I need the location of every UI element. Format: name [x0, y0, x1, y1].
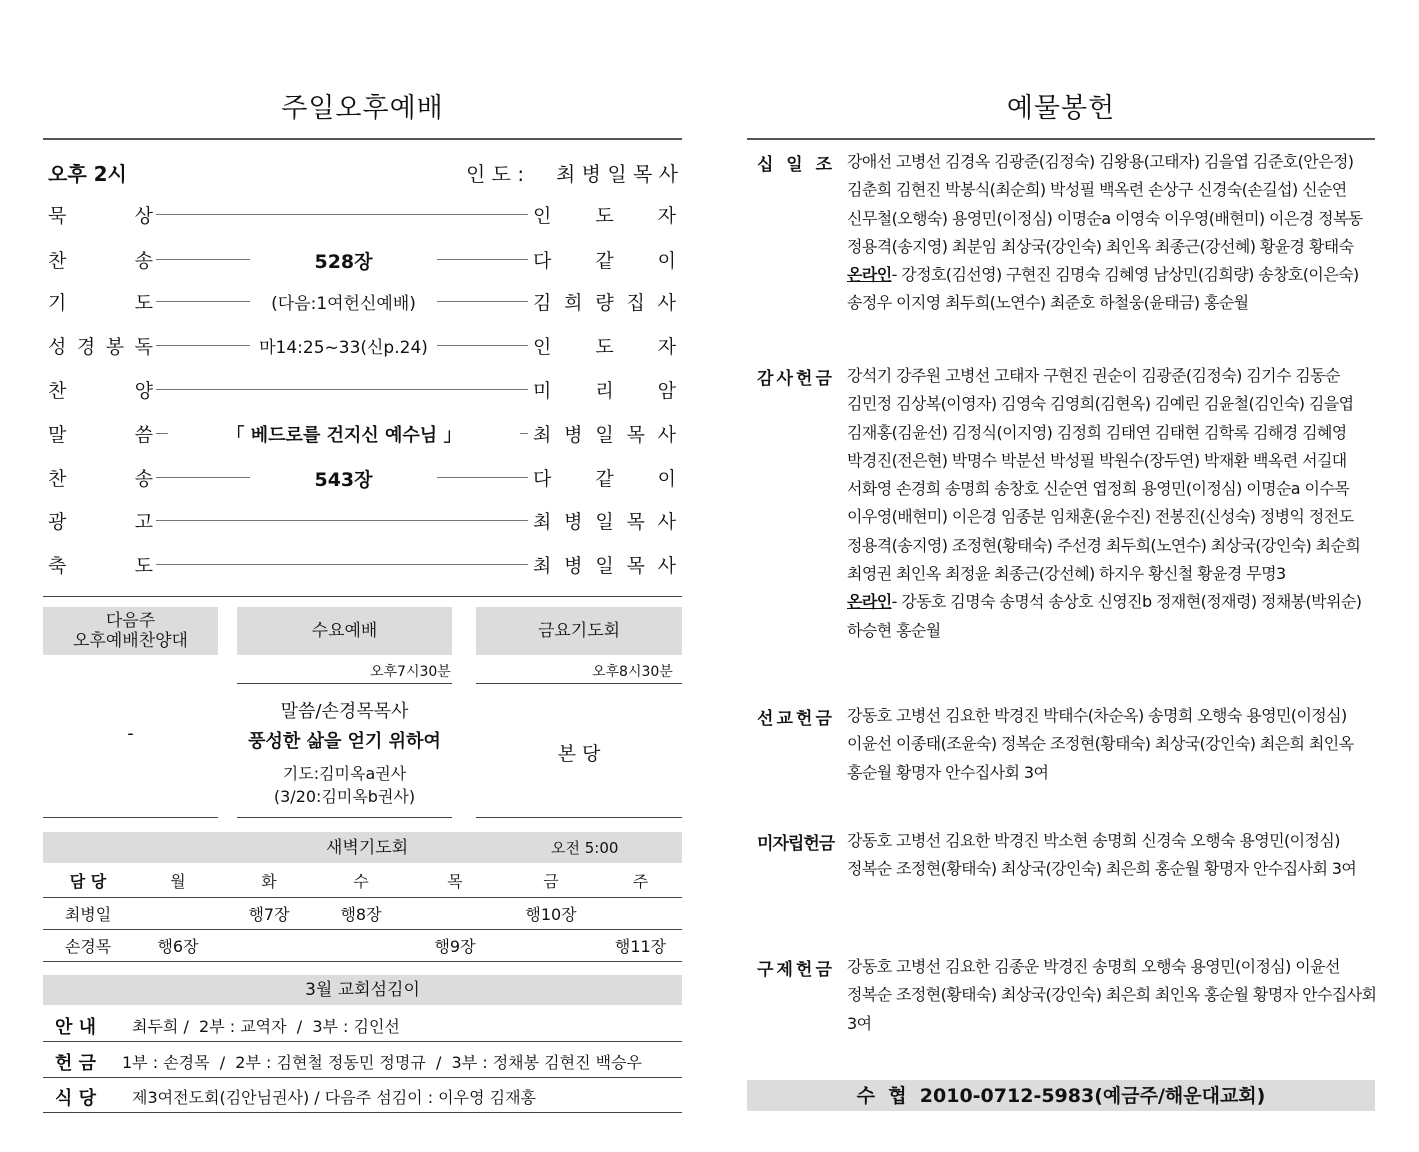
- column-header: 주: [632, 872, 649, 892]
- table-cell: 최병일: [64, 904, 112, 924]
- offering-category-char: 사: [776, 369, 793, 389]
- service-duty-header: 3월 교회섬김이: [43, 975, 682, 1005]
- worship-item-leader-char: 병: [564, 424, 583, 446]
- table-cell: 행11장: [614, 936, 667, 956]
- worship-item-leader: [533, 507, 676, 534]
- worship-item-leader-char: 최: [533, 555, 552, 577]
- divider: [43, 1112, 682, 1113]
- worship-item-leader-char: 목: [626, 555, 645, 577]
- worship-item-leader-char: 도: [595, 336, 614, 358]
- worship-item-leader-char: 희: [564, 292, 583, 314]
- duty-value: 최두희 / 2부 : 교역자 / 3부 : 김인선: [132, 1017, 400, 1036]
- choir-value: -: [127, 723, 134, 744]
- worship-item-leader-char: 김: [533, 292, 552, 314]
- dawn-schedule-table: [43, 865, 682, 962]
- divider: [237, 817, 452, 818]
- worship-item-name: [48, 332, 153, 359]
- service-time: 오후 2시: [48, 162, 127, 186]
- offering-category-char: 자: [772, 834, 788, 854]
- offering-category-char: 헌: [803, 834, 819, 854]
- worship-item-leader-char: 사: [657, 424, 676, 446]
- offering-names-line: 강동호 고병선 김요한 김종운 박경진 송명희 오행숙 용영민(이정심) 이윤선: [847, 957, 1340, 976]
- worship-item-leader-char: 자: [657, 336, 676, 358]
- worship-item-leader-char: 목: [626, 511, 645, 533]
- worship-item-leader: [533, 551, 676, 578]
- leader-dots-line: [156, 520, 528, 521]
- worship-item-leader-char: 최: [533, 511, 552, 533]
- worship-item-leader: [533, 464, 676, 491]
- worship-item-name-char: 상: [134, 205, 153, 227]
- column-header: 수: [353, 872, 369, 892]
- offering-names: [847, 827, 1367, 884]
- worship-item-name-char: 광: [48, 511, 67, 533]
- worship-item-leader-char: 이: [657, 468, 676, 490]
- offering-names-line: 최영권 최인옥 최정윤 최종근(강선혜) 하지우 황신철 황윤경 무명3: [847, 564, 1286, 584]
- offering-category-char: 금: [815, 709, 832, 729]
- duty-value: 제3여전도회(김안님권사) / 다음주 섬김이 : 이우영 김재홍: [132, 1088, 536, 1107]
- worship-item-name-char: 독: [134, 336, 153, 358]
- worship-item-name: [48, 288, 153, 315]
- worship-item-name-char: 축: [48, 555, 67, 577]
- worship-item-leader: [533, 246, 676, 273]
- column-header: 목: [447, 872, 463, 892]
- offering-category-char: 교: [776, 709, 793, 729]
- worship-item-name: [48, 376, 153, 403]
- table-cell: 손경목: [64, 936, 112, 956]
- column-header: 담 당: [69, 872, 107, 892]
- offering-category-char: 제: [776, 960, 793, 980]
- offering-names-line: 하승현 홍순월: [847, 620, 941, 640]
- table-cell: [315, 929, 407, 961]
- worship-item-name-char: 씀: [134, 424, 153, 446]
- offering-names-line: 강동호 고병선 김요한 박경진 박태수(차순옥) 송명희 오행숙 용영민(이정심): [847, 706, 1347, 725]
- offering-category-char: 금: [815, 960, 832, 980]
- worship-item-leader-char: 자: [657, 205, 676, 227]
- worship-item-name-char: 찬: [48, 468, 67, 490]
- worship-item-leader: [533, 420, 676, 447]
- wednesday-time: 오후7시30분: [370, 664, 451, 680]
- table-cell: [407, 897, 503, 929]
- table-row: [43, 897, 682, 929]
- worship-item-leader-char: 미: [533, 380, 552, 402]
- worship-item-name-char: 송: [134, 468, 153, 490]
- offering-category: [757, 955, 832, 980]
- worship-item-detail: (다음:1여헌신예배): [250, 289, 437, 314]
- table-cell: [223, 929, 315, 961]
- offering-names-line: [847, 588, 1367, 616]
- worship-item-leader: [533, 332, 676, 359]
- worship-item-leader-char: 다: [533, 250, 552, 272]
- offering-category-char: 구: [757, 960, 774, 980]
- worship-item-name-char: 양: [134, 380, 153, 402]
- column-header: 금: [543, 872, 559, 892]
- offering-names: [847, 362, 1367, 645]
- worship-item-name-char: 기: [48, 292, 67, 314]
- divider: [43, 138, 682, 140]
- offering-names-line: 김춘희 김현진 박봉식(최순희) 박성필 백옥련 손상구 신경숙(손길섭) 신순연: [847, 180, 1347, 200]
- worship-item-leader-char: 인: [533, 205, 552, 227]
- table-cell: 행9장: [434, 936, 476, 956]
- worship-item-name-char: 찬: [48, 380, 67, 402]
- offering-names-line: 박경진(전은현) 박명수 박분선 박성필 박원수(장두연) 박재환 백옥련 서길대: [847, 450, 1347, 470]
- worship-item-name-char: 도: [134, 292, 153, 314]
- worship-item-leader-char: 최: [533, 424, 552, 446]
- offering-category: [757, 364, 832, 389]
- offering-names-line: 정복순 조정현(황태숙) 최상국(강인숙) 최은희 홍순월 황명자 안수집사회 3여: [847, 859, 1357, 879]
- worship-item-leader-char: 암: [657, 380, 676, 402]
- worship-item-leader-char: 사: [657, 511, 676, 533]
- worship-item-leader-char: 다: [533, 468, 552, 490]
- duty-label: 안 내: [55, 1017, 97, 1038]
- offering-names: [847, 953, 1377, 1038]
- worship-item-leader-char: 같: [595, 468, 614, 490]
- worship-item-leader-char: 리: [595, 380, 614, 402]
- divider: [43, 817, 218, 818]
- offering-category-char: 십: [757, 155, 774, 175]
- leader-name: 최 병 일 목 사: [555, 162, 678, 186]
- offering-category-char: 헌: [796, 960, 813, 980]
- offering-names-line: 이윤선 이종태(조윤숙) 정복순 조정현(황태숙) 최상국(강인숙) 최은희 최인옥: [847, 734, 1354, 754]
- wednesday-sermon: 말씀/손경목목사: [280, 701, 409, 722]
- offering-names-line: 강석기 강주원 고병선 고태자 구현진 권순이 김광준(김정숙) 김기수 김동순: [847, 366, 1340, 385]
- table-cell: [503, 929, 599, 961]
- online-label: 온라인: [847, 592, 892, 612]
- dawn-title: 새벽기도회: [326, 837, 409, 858]
- online-names: - 강동호 김명숙 송명석 송상호 신영진b 정재현(정재령) 정채봉(박위순): [891, 592, 1362, 612]
- account-number: 수 협 2010-0712-5983(예금주/해운대교회): [856, 1084, 1266, 1107]
- table-cell: 행8장: [340, 904, 382, 924]
- offering-names-line: 서화영 손경희 송명희 송창호 신순연 엽정희 용영민(이정심) 이명순a 이수목: [847, 479, 1350, 499]
- worship-item-name-char: 봉: [105, 336, 125, 358]
- online-names: - 강정호(김선영) 구현진 김명숙 김혜영 남상민(김희량) 송창호(이은숙): [891, 265, 1359, 285]
- divider: [43, 1077, 682, 1078]
- offering-names-line: 이우영(배현미) 이은경 임종분 임채훈(윤수진) 전봉진(신성숙) 정병익 정전도: [847, 507, 1354, 527]
- account-banner: [747, 1080, 1375, 1111]
- worship-item-detail: 543장: [250, 465, 437, 492]
- worship-item-leader-char: 량: [595, 292, 614, 314]
- offering-names-line: 김민정 김상복(이영자) 김영숙 김영희(김현옥) 김예린 김윤철(김인숙) 김을엽: [847, 394, 1354, 414]
- worship-item-detail: 마14:25~33(신p.24): [250, 333, 437, 358]
- leader-dots-line: [156, 214, 528, 215]
- worship-item-leader: [533, 376, 676, 403]
- offering-names-line: 정용격(송지영) 조정현(황태숙) 주선경 최두희(노연수) 최상국(강인숙) 최순희: [847, 535, 1361, 555]
- service-leader: [466, 158, 678, 187]
- offering-category: [757, 829, 835, 854]
- left-title: 주일오후예배: [281, 93, 444, 124]
- offering-names-line: 강애선 고병선 김경옥 김광준(김정숙) 김왕용(고태자) 김을엽 김준호(안은정): [847, 152, 1354, 171]
- leader-dots-line: [156, 564, 528, 565]
- worship-item-leader-char: 도: [595, 205, 614, 227]
- duty-value: 1부 : 손경목 / 2부 : 김현철 정동민 정명규 / 3부 : 정채봉 김현진 백승우: [122, 1053, 642, 1072]
- offering-names-line: 신무철(오행숙) 용영민(이정심) 이명순a 이영숙 이우영(배현미) 이은경 정복동: [847, 208, 1363, 228]
- worship-item-leader: [533, 201, 676, 228]
- table-header-row: [43, 865, 682, 897]
- worship-item-name-char: 고: [134, 511, 153, 533]
- dawn-time: 오전 5:00: [551, 838, 619, 857]
- offering-category-char: 조: [815, 155, 832, 175]
- divider: [43, 596, 682, 597]
- offering-names: [847, 702, 1367, 787]
- worship-item-name-char: 도: [134, 555, 153, 577]
- worship-item-leader-char: 이: [657, 250, 676, 272]
- worship-item-name-char: 찬: [48, 250, 67, 272]
- wednesday-prayer-next: (3/20:김미옥b권사): [273, 787, 416, 806]
- right-title: 예물봉헌: [1006, 93, 1116, 124]
- column-header: 월: [170, 872, 186, 892]
- offering-names: [847, 148, 1367, 318]
- divider: [237, 683, 452, 684]
- worship-item-leader-char: 병: [564, 511, 583, 533]
- offering-category-char: 미: [757, 834, 773, 854]
- worship-item-leader-char: 일: [595, 424, 614, 446]
- worship-item-leader-char: 병: [564, 555, 583, 577]
- leader-label: 인 도 :: [466, 162, 525, 186]
- worship-item-name: [48, 507, 153, 534]
- worship-item-name: [48, 464, 153, 491]
- friday-time: 오후8시30분: [592, 664, 673, 680]
- table-cell: 행6장: [157, 936, 199, 956]
- offering-names-line: 송정우 이지영 최두희(노연수) 최준호 하철웅(윤태금) 홍순월: [847, 293, 1249, 313]
- leader-dots-line: [156, 389, 528, 390]
- worship-item-name-char: 송: [134, 250, 153, 272]
- offering-category-char: 일: [786, 155, 803, 175]
- worship-item-leader-char: 같: [595, 250, 614, 272]
- worship-item-leader-char: 사: [657, 292, 676, 314]
- worship-item-detail: 「 베드로를 건지신 예수님 」: [168, 421, 520, 447]
- choir-box: 다음주 오후예배찬양대: [43, 607, 218, 655]
- worship-item-leader-char: 사: [657, 555, 676, 577]
- worship-item-detail: 528장: [250, 247, 437, 274]
- wednesday-box: 수요예배: [237, 607, 452, 655]
- friday-place: 본 당: [557, 743, 601, 765]
- worship-item-name: [48, 420, 153, 447]
- worship-item-leader-char: 목: [626, 424, 645, 446]
- column-header: 화: [261, 872, 277, 892]
- worship-item-leader-char: 일: [595, 511, 614, 533]
- offering-names-line: 김재홍(김윤선) 김정식(이지영) 김정희 김태연 김태현 김학록 김해경 김혜영: [847, 422, 1347, 442]
- offering-names-line: 정용격(송지영) 최분임 최상국(강인숙) 최인옥 최종근(강선혜) 황윤경 황태숙: [847, 236, 1354, 256]
- wednesday-sermon-title: 풍성한 삶을 얻기 위하여: [248, 731, 441, 752]
- offering-category: [757, 150, 832, 175]
- dawn-prayer-header: [43, 832, 682, 863]
- table-cell: 행10장: [525, 904, 577, 924]
- divider: [476, 817, 682, 818]
- offering-category-char: 헌: [796, 369, 813, 389]
- duty-label: 헌 금: [55, 1053, 97, 1074]
- table-cell: [599, 897, 682, 929]
- online-label: 온라인: [847, 265, 892, 285]
- worship-item-name: [48, 246, 153, 273]
- wednesday-prayer: 기도:김미옥a권사: [282, 764, 407, 783]
- offering-category-char: 금: [818, 834, 835, 854]
- offering-category-char: 감: [757, 369, 774, 389]
- offering-names-line: [847, 261, 1367, 289]
- worship-item-name-char: 묵: [48, 205, 67, 227]
- worship-item-name: [48, 551, 153, 578]
- divider: [476, 683, 682, 684]
- worship-item-name-char: 성: [48, 336, 67, 358]
- offering-names-line: 홍순월 황명자 안수집사회 3여: [847, 762, 1049, 782]
- table-cell: [133, 897, 223, 929]
- table-cell: 행7장: [248, 904, 290, 924]
- offering-category-char: 헌: [796, 709, 813, 729]
- worship-item-name-char: 말: [48, 424, 67, 446]
- table-row: [43, 929, 682, 961]
- offering-names-line: 정복순 조정현(황태숙) 최상국(강인숙) 최은희 최인옥 홍순월 황명자 안수집사회: [847, 985, 1377, 1005]
- worship-item-leader: [533, 288, 676, 315]
- friday-box: 금요기도회: [476, 607, 682, 655]
- offering-category-char: 금: [815, 369, 832, 389]
- offering-category-char: 립: [787, 834, 804, 854]
- duty-label: 식 당: [55, 1088, 97, 1109]
- divider: [747, 138, 1375, 140]
- worship-item-leader-char: 집: [626, 292, 645, 314]
- offering-category: [757, 704, 832, 729]
- offering-names-line: 3여: [847, 1013, 872, 1033]
- offering-category-char: 선: [757, 709, 774, 729]
- worship-item-name-char: 경: [76, 336, 96, 358]
- worship-item-name: [48, 201, 153, 228]
- worship-item-leader-char: 일: [595, 555, 614, 577]
- offering-names-line: 강동호 고병선 김요한 박경진 박소현 송명희 신경숙 오행숙 용영민(이정심): [847, 831, 1340, 850]
- worship-item-leader-char: 인: [533, 336, 552, 358]
- divider: [43, 1041, 682, 1042]
